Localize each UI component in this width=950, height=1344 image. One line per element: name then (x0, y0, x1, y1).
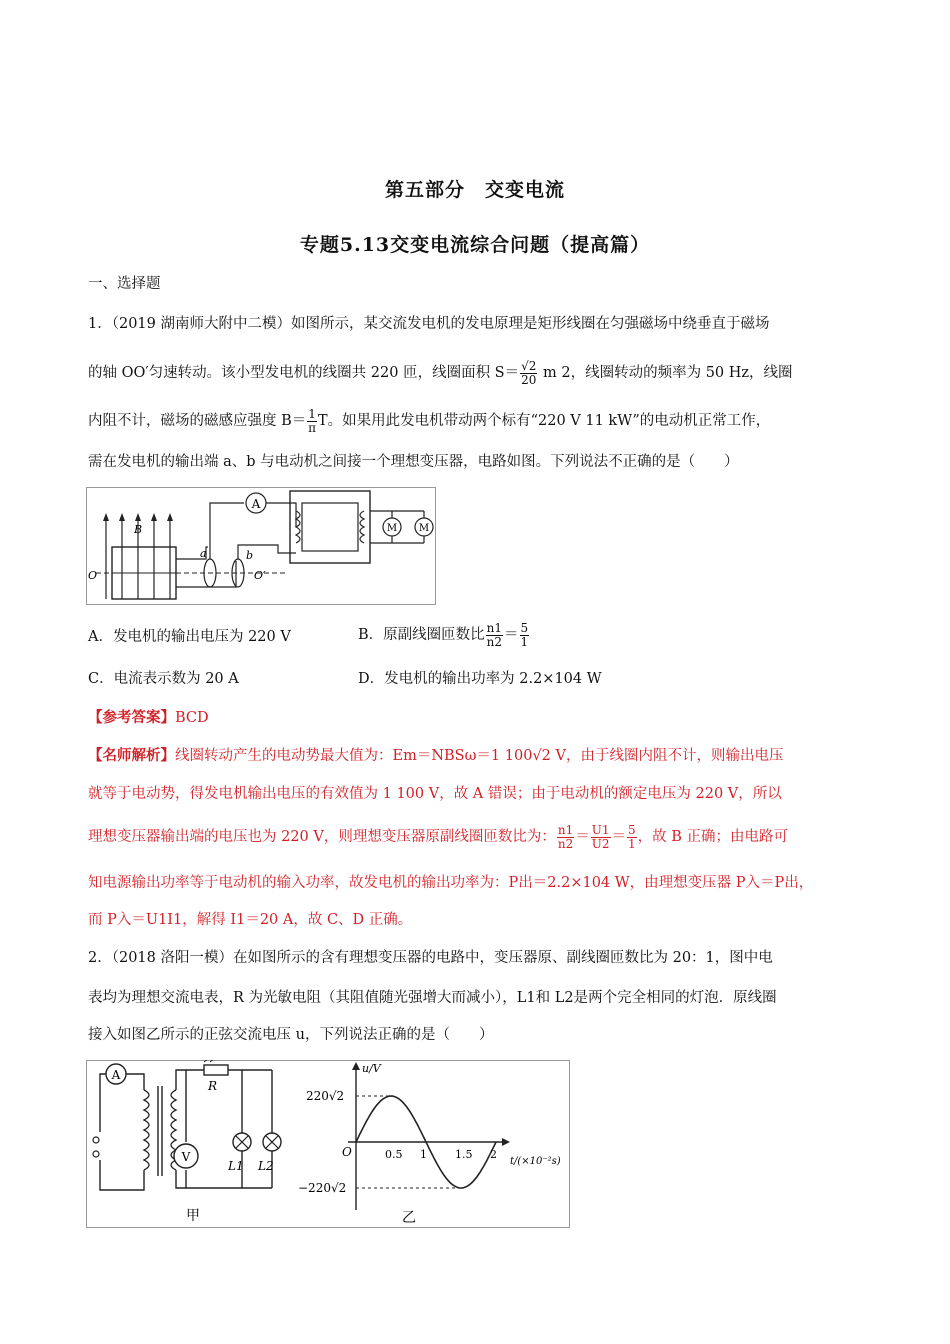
x-tick-label: 0.5 (385, 1148, 403, 1161)
l2-label: L2 (258, 1159, 274, 1173)
b-field-label: B (134, 523, 143, 536)
y-neg-tick-label: −220√2 (298, 1181, 347, 1195)
analysis-line1: 【名师解析】线圈转动产生的电动势最大值为：Em＝NBSω＝1 100√2 V，由于线圈内阻不计，则输出电压 (88, 747, 784, 764)
q1-circuit-figure (86, 487, 436, 605)
topic-title: 专题5.13交变电流综合问题（提高篇） (299, 234, 651, 256)
part-title: 第五部分 交变电流 (384, 179, 565, 201)
option-c: C．电流表示数为 20 A (88, 671, 239, 687)
q1-line3-a: 内阻不计，磁场的磁感应强度 B＝ (88, 413, 307, 430)
area-fraction: $\frac{√2}{20}$ (521, 359, 537, 387)
answer-line (88, 711, 209, 726)
analysis-line4: 知电源输出功率等于电动机的输入功率，故发电机的输出功率为：P出＝2.2×104 W，由理想变压器 P入＝P出， (88, 875, 814, 891)
option-a: A．发电机的输出电压为 220 V (88, 629, 291, 645)
q1-line1: 1．（2019 湖南师大附中二模）如图所示，某交流发电机的发电原理是矩形线圈在匀强磁场中绕垂直于磁场 (88, 316, 770, 332)
x-tick-label: 2 (490, 1148, 497, 1161)
ammeter-label: A (251, 497, 261, 511)
option-b: B．原副线圈匝数比 $\frac{n1}{n2}$ ＝ $\frac{5}{1}$ (358, 621, 529, 649)
answer-label: 【参考答案】 (88, 709, 175, 726)
voltmeter-label: V (181, 1150, 191, 1164)
x-tick-label: 1 (420, 1148, 427, 1161)
b-fraction: $\frac{1}{\pi}$ (308, 407, 317, 435)
sine-voltage-chart (298, 1062, 561, 1210)
q2-ammeter-label: A (111, 1068, 121, 1082)
origin-label: O (342, 1145, 352, 1159)
q1-line2-b: m 2，线圈转动的频率为 50 Hz，线圈 (538, 365, 793, 382)
motor2-label: M (418, 523, 430, 534)
q2-line2: 表均为理想交流电表，R 为光敏电阻（其阻值随光强增大而减小），L1和 L2是两个完全相同的灯泡．原线圈 (88, 990, 777, 1006)
figure-yi-label: 乙 (402, 1210, 416, 1226)
y-axis-label: u/V (362, 1062, 381, 1075)
analysis-line5: 而 P入＝U1I1，解得 I1＝20 A，故 C、D 正确。 (88, 912, 413, 928)
q1-line2 (88, 360, 793, 386)
x-axis-label: t/(×10⁻²s) (510, 1156, 561, 1167)
option-d: D．发电机的输出功率为 2.2×104 W (358, 671, 602, 687)
o-label: O (88, 569, 98, 582)
answer-value: BCD (175, 710, 209, 726)
figure-jia-label: 甲 (186, 1208, 200, 1224)
q1-line3-b: T。如果用此发电机带动两个标有“220 V 11 kW”的电动机正常工作， (317, 413, 771, 430)
section-label: 一、选择题 (88, 276, 161, 292)
a-label: a (200, 547, 207, 560)
q1-line4: 需在发电机的输出端 a、b 与电动机之间接一个理想变压器，电路如图。下列说法不正确的是（ ） (88, 454, 739, 470)
analysis-line2: 就等于电动势，得发电机输出电压的有效值为 1 100 V，故 A 错误；由于电动机的额定电压为 220 V，所以 (88, 786, 782, 802)
o-prime-label: O′ (254, 569, 266, 582)
q2-line3: 接入如图乙所示的正弦交流电压 u，下列说法正确的是（ ） (88, 1027, 494, 1043)
x-tick-label: 1.5 (455, 1148, 473, 1161)
b-label: b (246, 549, 254, 562)
l1-label: L1 (228, 1159, 244, 1173)
q2-figure (86, 1060, 570, 1228)
q1-line3 (88, 408, 770, 434)
q1-line2-a: 的轴 OO′匀速转动。该小型发电机的线圈共 220 匝，线圈面积 S＝ (88, 365, 520, 382)
y-pos-tick-label: 220√2 (306, 1089, 345, 1103)
photoresistor-icon (204, 1065, 228, 1075)
r-label: R (208, 1079, 218, 1093)
analysis-line3: 理想变压器输出端的电压也为 220 V，则理想变压器原副线圈匝数比为： $\frac{n1}{n2}$ ＝ $\frac{U1}{U2}$ ＝ $\frac{5}{1}$ ，故 B 正确；由电路可 (88, 823, 789, 851)
q2-line1: 2．（2018 洛阳一模）在如图所示的含有理想变压器的电路中，变压器原、副线圈匝数比为 20：1，图中电 (88, 950, 773, 966)
motor1-label: M (386, 523, 398, 534)
